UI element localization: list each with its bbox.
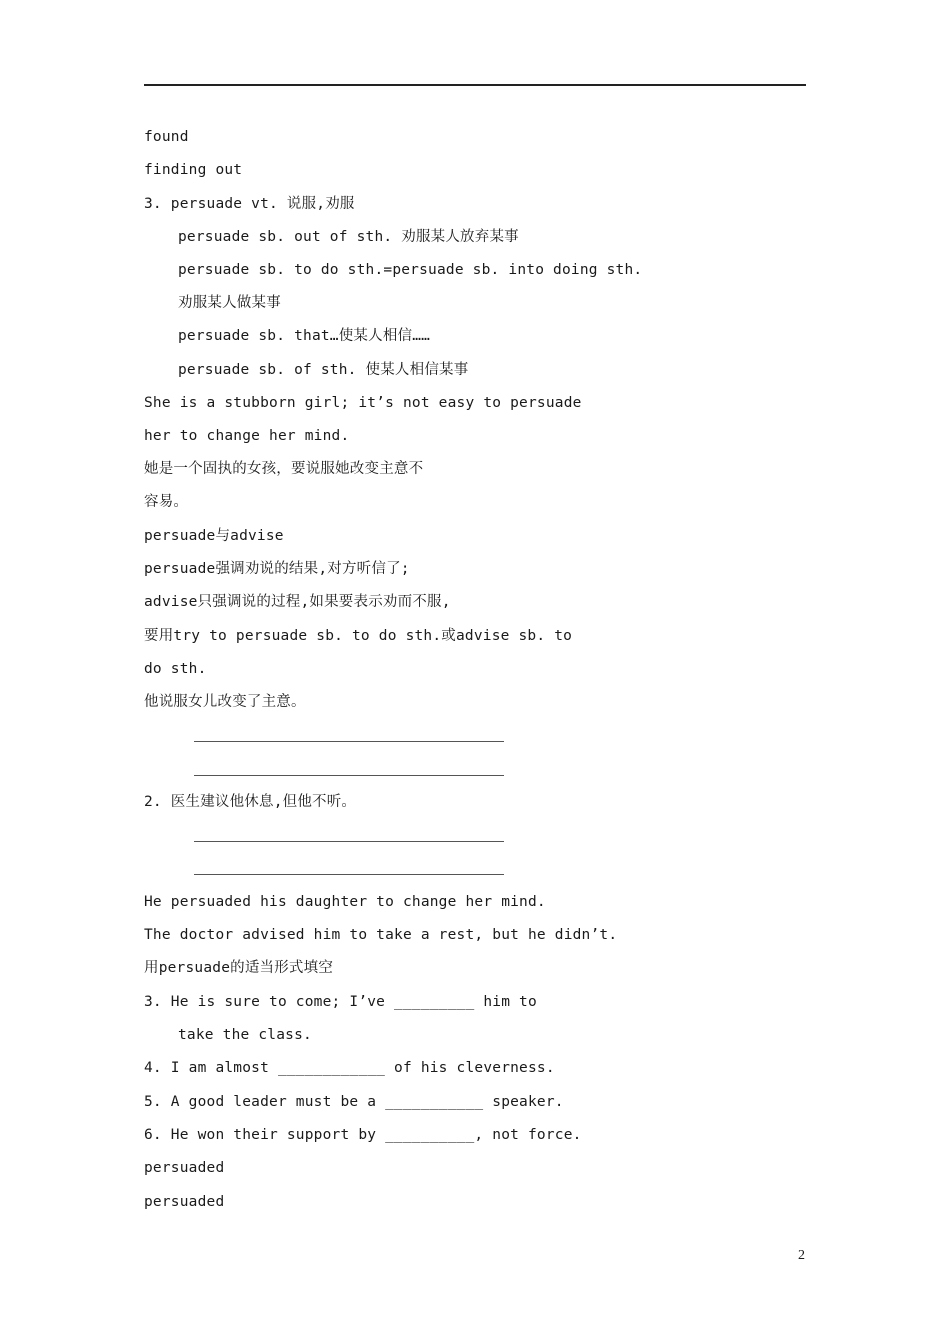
answer-blank[interactable] [194,874,504,875]
usage-line: persuade sb. of sth. 使某人相信某事 [178,362,469,378]
page-number: 2 [798,1248,805,1263]
answer-line: finding out [144,162,243,178]
comparison-line: advise只强调说的过程,如果要表示劝而不服, [144,594,451,610]
answer-line: found [144,129,189,145]
fill-in-item: 6. He won their support by __________, not force. [144,1127,582,1143]
usage-line: 劝服某人做某事 [178,295,281,311]
fill-in-item: take the class. [178,1027,312,1043]
answer-blank[interactable] [194,741,504,742]
answer-blank[interactable] [194,841,504,842]
header-rule [144,84,806,86]
example-sentence: She is a stubborn girl; it’s not easy to persuade [144,395,582,411]
fill-in-item: 3. He is sure to come; I’ve _________ him to [144,994,537,1010]
usage-line: persuade sb. that…使某人相信…… [178,328,431,344]
example-sentence: her to change her mind. [144,428,350,444]
usage-line: persuade sb. to do sth.=persuade sb. into doing sth. [178,262,643,278]
answer-line: persuaded [144,1160,225,1176]
fill-in-item: 5. A good leader must be a ___________ speaker. [144,1094,564,1110]
comparison-line: persuade强调劝说的结果,对方听信了; [144,561,410,577]
answer-sentence: He persuaded his daughter to change her mind. [144,894,546,910]
comparison-heading: persuade与advise [144,528,284,544]
answer-sentence: The doctor advised him to take a rest, but he didn’t. [144,927,618,943]
fill-in-instruction: 用persuade的适当形式填空 [144,960,334,976]
heading-persuade: 3. persuade vt. 说服,劝服 [144,196,355,212]
example-translation: 容易。 [144,494,189,510]
comparison-line: do sth. [144,661,207,677]
answer-line: persuaded [144,1194,225,1210]
usage-line: persuade sb. out of sth. 劝服某人放弃某事 [178,229,519,245]
comparison-line: 要用try to persuade sb. to do sth.或advise sb. to [144,628,573,644]
fill-in-item: 4. I am almost ____________ of his cleverness. [144,1060,555,1076]
exercise-prompt: 他说服女儿改变了主意。 [144,694,306,710]
answer-blank[interactable] [194,775,504,776]
example-translation: 她是一个固执的女孩，要说服她改变主意不 [144,461,424,477]
exercise-prompt: 2. 医生建议他休息,但他不听。 [144,794,357,810]
